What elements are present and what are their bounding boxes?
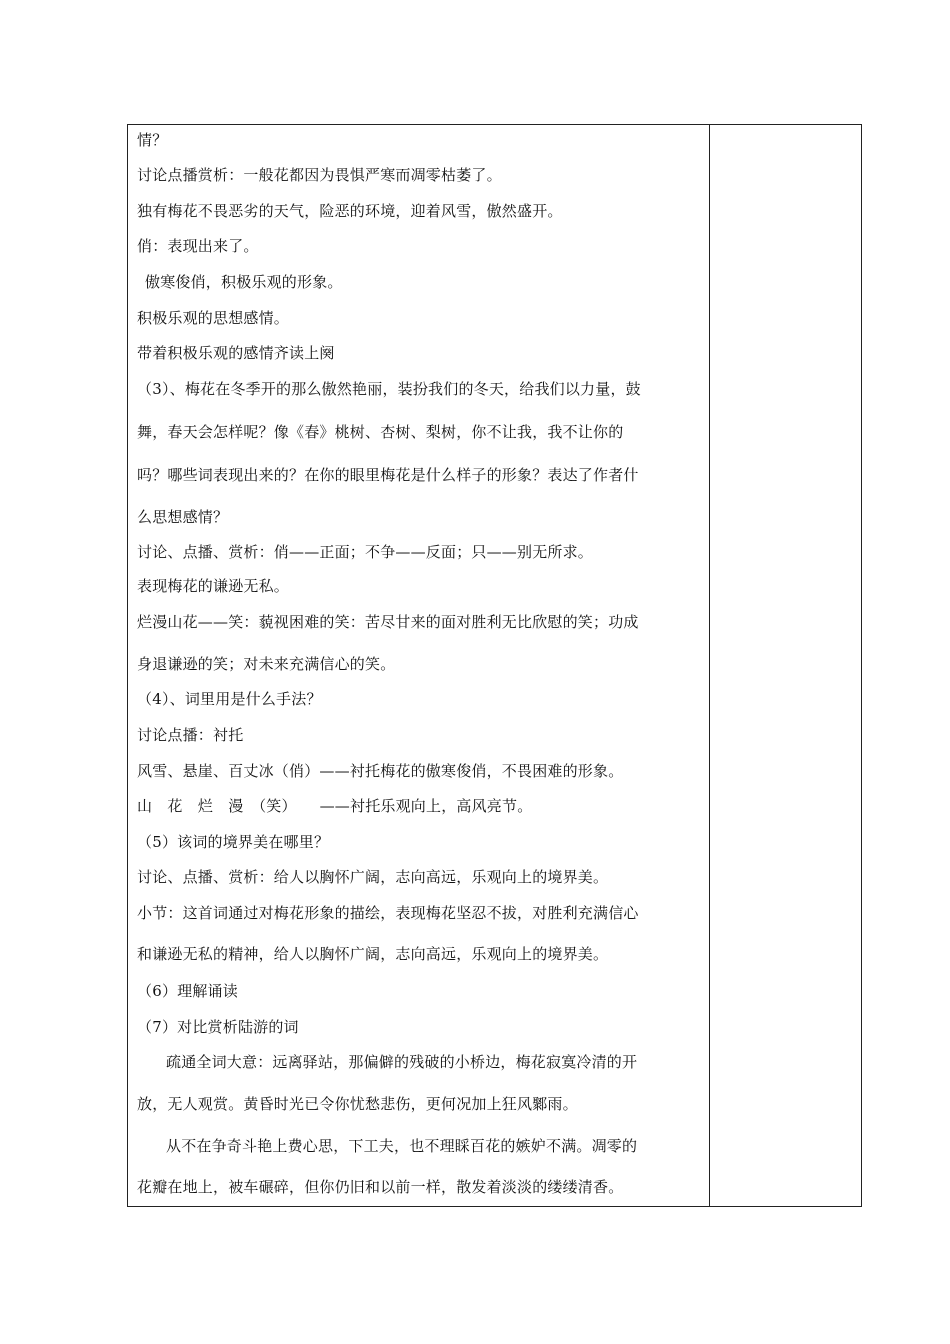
text-line: 从不在争奇斗艳上费心思，下工夫，也不理睬百花的嫉妒不满。凋零的 bbox=[166, 1137, 638, 1155]
text-line: 讨论点播：衬托 bbox=[137, 726, 244, 744]
text-line: （6）理解诵读 bbox=[137, 982, 238, 1000]
text-line: （7）对比赏析陆游的词 bbox=[137, 1018, 299, 1036]
text-line: 身退谦逊的笑；对未来充满信心的笑。 bbox=[137, 655, 396, 673]
text-line: 积极乐观的思想感情。 bbox=[137, 309, 290, 327]
text-line: 讨论、点播、赏析：俏——正面；不争——反面；只——别无所求。 bbox=[137, 543, 594, 561]
text-line: 俏：表现出来了。 bbox=[137, 237, 259, 255]
text-line: 舞，春天会怎样呢？像《春》桃树、杏树、梨树，你不让我，我不让你的 bbox=[137, 423, 624, 441]
text-line: （5）该词的境界美在哪里？ bbox=[137, 833, 330, 851]
text-line: 独有梅花不畏恶劣的天气，险恶的环境，迎着风雪，傲然盛开。 bbox=[137, 202, 563, 220]
text-line: （4）、词里用是什么手法？ bbox=[137, 690, 322, 708]
text-line: 山 花 烂 漫 （笑） ——衬托乐观向上，高风亮节。 bbox=[137, 797, 533, 815]
text-line: 花瓣在地上，被车碾碎，但你仍旧和以前一样，散发着淡淡的缕缕清香。 bbox=[137, 1178, 624, 1196]
text-line: 带着积极乐观的感情齐读上阕 bbox=[137, 344, 335, 362]
lesson-content-cell bbox=[128, 125, 709, 1206]
text-line: 讨论、点播、赏析：给人以胸怀广阔，志向高远，乐观向上的境界美。 bbox=[137, 868, 609, 886]
text-line: 风雪、悬崖、百丈冰（俏）——衬托梅花的傲寒俊俏，不畏困难的形象。 bbox=[137, 762, 624, 780]
notes-cell bbox=[710, 125, 861, 1206]
text-line: 烂漫山花——笑：藐视困难的笑：苦尽甘来的面对胜利无比欣慰的笑；功成 bbox=[137, 613, 639, 631]
text-line: 情？ bbox=[137, 131, 168, 149]
text-line: 疏通全词大意：远离驿站，那偏僻的残破的小桥边，梅花寂寞冷清的开 bbox=[166, 1053, 638, 1071]
lesson-table bbox=[127, 124, 862, 1207]
text-line: 傲寒俊俏，积极乐观的形象。 bbox=[145, 273, 343, 291]
text-line: 和谦逊无私的精神，给人以胸怀广阔，志向高远，乐观向上的境界美。 bbox=[137, 945, 609, 963]
text-line: 讨论点播赏析：一般花都因为畏惧严寒而凋零枯萎了。 bbox=[137, 166, 502, 184]
text-line: （3）、梅花在冬季开的那么傲然艳丽，装扮我们的冬天，给我们以力量，鼓 bbox=[137, 380, 641, 398]
text-line: 小节：这首词通过对梅花形象的描绘，表现梅花坚忍不拔，对胜利充满信心 bbox=[137, 904, 639, 922]
text-line: 表现梅花的谦逊无私。 bbox=[137, 577, 290, 595]
text-line: 么思想感情？ bbox=[137, 508, 229, 526]
text-line: 吗？哪些词表现出来的？在你的眼里梅花是什么样子的形象？表达了作者什 bbox=[137, 466, 639, 484]
text-line: 放，无人观赏。黄昏时光已令你忧愁悲伤，更何况加上狂风鄹雨。 bbox=[137, 1095, 578, 1113]
